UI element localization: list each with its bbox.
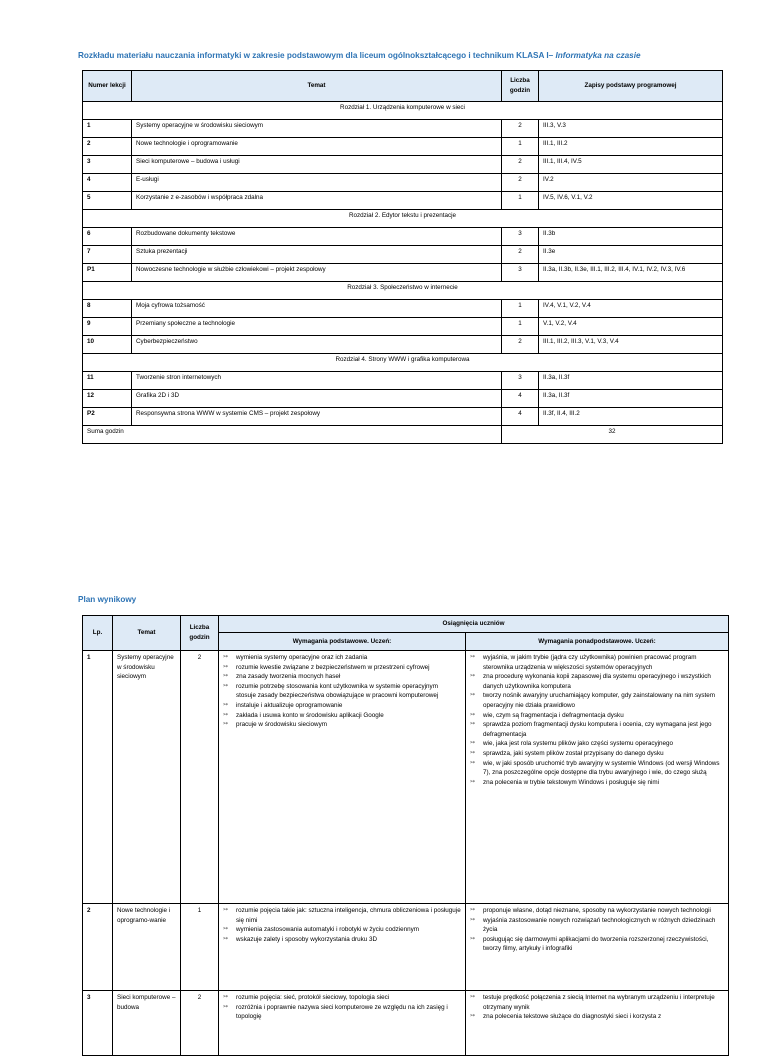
plan-topic: Sieci komputerowe – budowa	[113, 991, 181, 1056]
lesson-topic: Systemy operacyjne w środowisku sieciowym	[132, 120, 502, 138]
plan-hours: 2	[181, 651, 219, 904]
lesson-hours: 1	[502, 300, 539, 318]
lesson-row	[83, 228, 723, 246]
lesson-number: 7	[83, 246, 132, 264]
chapter-row	[83, 354, 723, 372]
plan-col-header-lp: Lp.	[83, 616, 113, 651]
requirement-item: ↣ rozróżnia i poprawnie nazywa sieci komputerowe ze względu na ich zasięg i topologię	[223, 1003, 461, 1022]
lesson-hours: 4	[502, 390, 539, 408]
lesson-hours: 2	[502, 156, 539, 174]
lesson-hours: 3	[502, 264, 539, 282]
sum-value: 32	[502, 426, 723, 444]
requirement-item: ↣ zna polecenia tekstowe służące do diagnostyki sieci i korzysta z	[470, 1012, 724, 1022]
document-title-main: Rozkładu materiału nauczania informatyki w zakresie podstawowym dla liceum ogólnokształcącego i technikum KLASA I–	[78, 51, 556, 60]
requirement-item: ↣ wyjaśnia, w jakim trybie (jądra czy użytkownika) powinien pracować program sterownika urządzenia w większości systemów operacyjnych	[470, 653, 724, 672]
requirement-item: ↣ testuje prędkość połączenia z siecią Internet na wybranym urządzeniu i interpretuje otrzymany wynik	[470, 993, 724, 1012]
lesson-row	[83, 390, 723, 408]
lesson-number: 2	[83, 138, 132, 156]
lesson-topic: Korzystanie z e-zasobów i współpraca zdalna	[132, 192, 502, 210]
lesson-number: 9	[83, 318, 132, 336]
plan-header-row-1	[83, 616, 729, 633]
lesson-number: 12	[83, 390, 132, 408]
chapter-title: Rozdział 2. Edytor tekstu i prezentacje	[83, 210, 723, 228]
lesson-topic: Nowoczesne technologie w służbie człowiekowi – projekt zespołowy	[132, 264, 502, 282]
plan-basic-requirements	[219, 904, 466, 991]
lesson-records: III.1, III.2, III.3, V.1, V.3, V.4	[539, 336, 723, 354]
lesson-number: 1	[83, 120, 132, 138]
requirement-item: ↣ sprawdza, jaki system plików został przypisany do danego dysku	[470, 749, 724, 759]
chapter-title: Rozdział 3. Społeczeństwo w internecie	[83, 282, 723, 300]
lesson-hours: 3	[502, 372, 539, 390]
plan-advanced-requirements	[466, 904, 729, 991]
plan-title: Plan wynikowy	[78, 595, 137, 604]
requirement-item: ↣ wie, jaka jest rola systemu plików jako części systemu operacyjnego	[470, 739, 724, 749]
requirement-item: ↣ rozumie pojęcia takie jak: sztuczna inteligencja, chmura obliczeniowa i posługuje się nimi	[223, 906, 461, 925]
lesson-hours: 2	[502, 336, 539, 354]
chapter-title: Rozdział 4. Strony WWW i grafika komputerowa	[83, 354, 723, 372]
plan-hours: 1	[181, 904, 219, 991]
lesson-row	[83, 300, 723, 318]
lesson-hours: 2	[502, 246, 539, 264]
lesson-hours: 2	[502, 174, 539, 192]
col-header-num: Numer lekcji	[83, 71, 132, 102]
requirement-item: ↣ zna procedurę wykonania kopii zapasowej dla systemu operacyjnego i wszystkich danych użytkownika komputera	[470, 672, 724, 691]
lesson-records: II.3a, II.3f	[539, 390, 723, 408]
plan-topic: Nowe technologie i oprogramo-wanie	[113, 904, 181, 991]
requirement-item: ↣ rozumie kwestie związane z bezpieczeństwem w przestrzeni cyfrowej	[223, 663, 461, 673]
basic-requirements-list	[223, 993, 461, 1022]
lesson-hours: 1	[502, 318, 539, 336]
requirement-item: ↣ zna polecenia w trybie tekstowym Windows i posługuje się nimi	[470, 778, 724, 788]
plan-basic-requirements	[219, 651, 466, 904]
lesson-topic: Sztuka prezentacji	[132, 246, 502, 264]
lesson-records: IV.5, IV.6, V.1, V.2	[539, 192, 723, 210]
advanced-requirements-list	[470, 653, 724, 787]
col-header-topic: Temat	[132, 71, 502, 102]
plan-row	[83, 991, 729, 1056]
col-header-hours: Liczba godzin	[502, 71, 539, 102]
lesson-row	[83, 138, 723, 156]
lesson-number: P2	[83, 408, 132, 426]
lesson-number: 4	[83, 174, 132, 192]
lesson-topic: Tworzenie stron internetowych	[132, 372, 502, 390]
lesson-number: 10	[83, 336, 132, 354]
lesson-records: II.3a, II.3b, II.3e, III.1, III.2, III.4, IV.1, IV.2, IV.3, IV.6	[539, 264, 723, 282]
lesson-hours: 1	[502, 192, 539, 210]
requirement-item: stosuje zasady bezpieczeństwa obowiązujące w pracowni komputerowej	[236, 692, 439, 700]
plan-row	[83, 651, 729, 904]
lesson-hours: 2	[502, 120, 539, 138]
requirement-item: ↣ tworzy nośnik awaryjny uruchamiający komputer, gdy zainstalowany na nim system operacyjny nie działa prawidłowo	[470, 691, 724, 710]
plan-col-header-hours: Liczba godzin	[181, 616, 219, 651]
basic-requirements-list	[223, 653, 461, 730]
requirement-item: ↣ instaluje i aktualizuje oprogramowanie	[223, 701, 461, 711]
requirement-item: ↣ zakłada i usuwa konto w środowisku aplikacji Google	[223, 711, 461, 721]
lesson-topic: Sieci komputerowe – budowa i usługi	[132, 156, 502, 174]
lesson-row	[83, 372, 723, 390]
lesson-hours: 4	[502, 408, 539, 426]
lesson-records: V.1, V.2, V.4	[539, 318, 723, 336]
requirement-item: ↣ wyjaśnia zastosowanie nowych rozwiązań technologicznych w różnych dziedzinach życia	[470, 916, 724, 935]
requirement-item: ↣ wskazuje zalety i sposoby wykorzystania druku 3D	[223, 935, 461, 945]
plan-lp: 2	[83, 904, 113, 991]
lesson-row	[83, 336, 723, 354]
requirement-item: ↣ pracuje w środowisku sieciowym	[223, 720, 461, 730]
lesson-records: IV.2	[539, 174, 723, 192]
requirement-item: ↣ rozumie potrzebę stosowania kont użytkownika w systemie operacyjnym	[223, 682, 461, 692]
plan-lp: 1	[83, 651, 113, 904]
lesson-topic: Responsywna strona WWW w systemie CMS – projekt zespołowy	[132, 408, 502, 426]
advanced-requirements-list	[470, 906, 724, 954]
lesson-topic: Moja cyfrowa tożsamość	[132, 300, 502, 318]
document-title-italic: Informatyka na czasie	[555, 51, 641, 60]
lesson-row	[83, 192, 723, 210]
lesson-row	[83, 408, 723, 426]
lesson-number: 5	[83, 192, 132, 210]
document-title	[78, 51, 758, 60]
lesson-topic: Nowe technologie i oprogramowanie	[132, 138, 502, 156]
lesson-records: II.3f, II.4, III.2	[539, 408, 723, 426]
lesson-row	[83, 120, 723, 138]
chapter-row	[83, 102, 723, 120]
plan-body	[83, 651, 729, 1056]
requirement-item: ↣ sprawdza poziom fragmentacji dysku komputera i ocenia, czy wymagana jest jego defragmentacja	[470, 720, 724, 739]
chapter-row	[83, 282, 723, 300]
lesson-row	[83, 174, 723, 192]
requirement-item: ↣ rozumie pojęcia: sieć, protokół sieciowy, topologia sieci	[223, 993, 461, 1003]
plan-row	[83, 904, 729, 991]
plan-hours: 2	[181, 991, 219, 1056]
lesson-records: III.1, III.2	[539, 138, 723, 156]
lesson-row	[83, 318, 723, 336]
lesson-row	[83, 264, 723, 282]
plan-col-header-advanced: Wymagania ponadpodstawowe. Uczeń:	[466, 632, 729, 650]
plan-advanced-requirements	[466, 651, 729, 904]
lesson-records: II.3a, II.3f	[539, 372, 723, 390]
plan-col-header-achievements: Osiągnięcia uczniów	[219, 616, 729, 633]
lesson-number: 11	[83, 372, 132, 390]
advanced-requirements-list	[470, 993, 724, 1022]
chapter-title: Rozdział 1. Urządzenia komputerowe w sieci	[83, 102, 723, 120]
requirement-item: ↣ wymienia zastosowania automatyki i robotyki w życiu codziennym	[223, 925, 461, 935]
sum-row	[83, 426, 723, 444]
schedule-header-row	[83, 71, 723, 102]
lesson-topic: Grafika 2D i 3D	[132, 390, 502, 408]
plan-advanced-requirements	[466, 991, 729, 1056]
lesson-number: 3	[83, 156, 132, 174]
lesson-row	[83, 246, 723, 264]
basic-requirements-list	[223, 906, 461, 944]
lesson-records: IV.4, V.1, V.2, V.4	[539, 300, 723, 318]
lesson-records: II.3b	[539, 228, 723, 246]
lesson-topic: Rozbudowane dokumenty tekstowe	[132, 228, 502, 246]
schedule-table	[82, 70, 723, 444]
requirement-item: ↣ posługując się darmowymi aplikacjami do tworzenia rozszerzonej rzeczywistości, tworzy filmy, artykuły i infografiki	[470, 935, 724, 954]
lesson-records: III.3, V.3	[539, 120, 723, 138]
plan-table	[82, 615, 729, 1056]
lesson-records: II.3e	[539, 246, 723, 264]
lesson-topic: Przemiany społeczne a technologie	[132, 318, 502, 336]
requirement-item: ↣ wymienia systemy operacyjne oraz ich zadania	[223, 653, 461, 663]
plan-basic-requirements	[219, 991, 466, 1056]
plan-col-header-topic: Temat	[113, 616, 181, 651]
sum-label: Suma godzin	[83, 426, 502, 444]
lesson-number: 6	[83, 228, 132, 246]
requirement-item: ↣ wie, czym są fragmentacja i defragmentacja dysku	[470, 711, 724, 721]
lesson-records: III.1, III.4, IV.5	[539, 156, 723, 174]
chapter-row	[83, 210, 723, 228]
col-header-records: Zapisy podstawy programowej	[539, 71, 723, 102]
lesson-number: P1	[83, 264, 132, 282]
lesson-topic: Cyberbezpieczeństwo	[132, 336, 502, 354]
lesson-hours: 1	[502, 138, 539, 156]
lesson-topic: E-usługi	[132, 174, 502, 192]
requirement-item: ↣ wie, w jaki sposób uruchomić tryb awaryjny w systemie Windows (od wersji Windows 7), zna poszczególne opcje dostępne dla trybu awaryjnego i wie, do czego służą	[470, 759, 724, 778]
schedule-body	[83, 102, 723, 444]
requirement-item: ↣ proponuje własne, dotąd nieznane, sposoby na wykorzystanie nowych technologii	[470, 906, 724, 916]
requirement-item: ↣ zna zasady tworzenia mocnych haseł	[223, 672, 461, 682]
plan-lp: 3	[83, 991, 113, 1056]
lesson-row	[83, 156, 723, 174]
plan-topic: Systemy operacyjne w środowisku sieciowym	[113, 651, 181, 904]
lesson-hours: 3	[502, 228, 539, 246]
plan-col-header-basic: Wymagania podstawowe. Uczeń:	[219, 632, 466, 650]
lesson-number: 8	[83, 300, 132, 318]
